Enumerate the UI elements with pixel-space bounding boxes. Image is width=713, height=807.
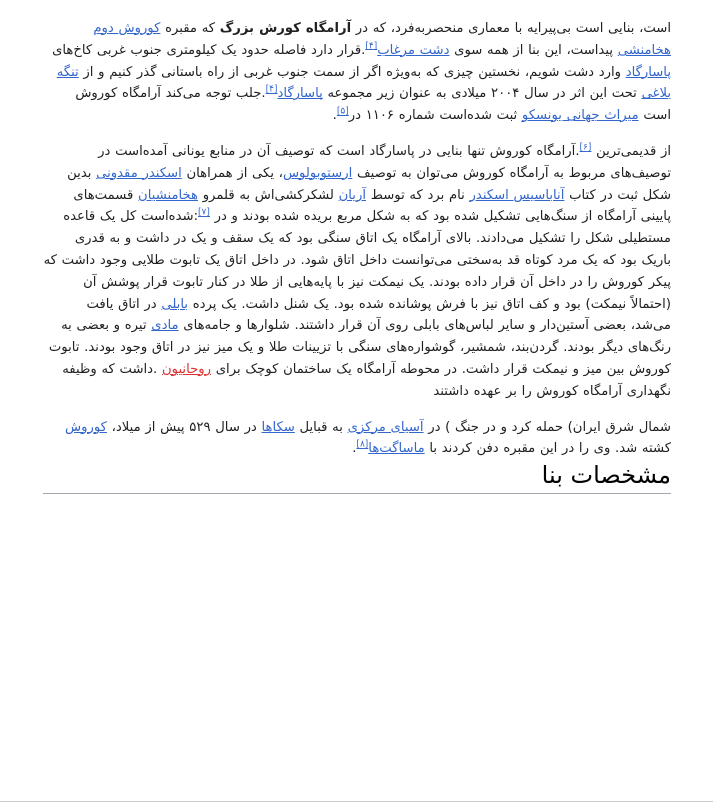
wiki-link[interactable]: پاسارگاد: [277, 86, 323, 102]
paragraph-text: در سال ۵۲۹ پیش از میلاد،: [106, 419, 262, 435]
paragraph-text: .قرار دارد فاصله حدود یک کیلومتری جنوب غربی کاخ‌های: [52, 42, 366, 58]
reference-link[interactable]: [۴]: [265, 85, 278, 95]
bottom-divider: [0, 801, 713, 802]
paragraph-text: .: [332, 108, 337, 124]
paragraph-text: ، یکی از همراهان: [181, 165, 283, 181]
reference-link[interactable]: [۶]: [579, 142, 592, 153]
wiki-link[interactable]: میراث جهانی یونسکو: [521, 108, 639, 124]
paragraph-text: .داشت که وظیفه نگهداری آرامگاه کوروش را بر عهده داشتند: [62, 361, 671, 399]
red-wiki-link[interactable]: روحانیون: [161, 361, 212, 377]
paragraph-text: کشته شد. وی را در این مقبره دفن کردند با: [424, 441, 671, 457]
paragraph-2: [43, 141, 671, 403]
reference-link[interactable]: [۵]: [336, 106, 349, 117]
paragraph-text: ثبت شده‌است شماره ۱۱۰۶ در: [348, 108, 522, 124]
reference-link[interactable]: [۷]: [198, 207, 210, 218]
paragraph-text: .آرامگاه کوروش تنها بنایی در پاسارگاد است که توصیف آن در منابع یونانی آمده‌است در توصیف‌های مربوط به آرامگاه کوروش می‌توان به توصیف: [98, 143, 671, 181]
paragraph-text: از قدیمی‌ترین: [591, 143, 671, 159]
wiki-link[interactable]: اسکندر مقدونی: [96, 165, 182, 181]
paragraph-text: به قبایل: [294, 419, 348, 435]
paragraph-text: وارد دشت شویم، نخستین چیزی که به‌ویژه اگر از سمت جنوب غربی از راه باستانی گذر کنیم و از: [78, 64, 626, 80]
paragraph-text: قسمت‌های پایینی آرامگاه از سنگ‌هایی تشکیل شده بود که به شکل مربع بریده شده بودند و در: [73, 187, 671, 225]
reference-sup: [266, 85, 278, 95]
wiki-link[interactable]: دشت مرغاب: [377, 42, 450, 58]
paragraph-text: :شده‌است کل یک قاعده مستطیلی شکل را تشکیل می‌دادند. بالای آرامگاه یک اتاق سنگی بود که یک سقف و یک در داشت و به قدری باریک بود که یک مرد کوتاه قد به‌سختی می‌توانست داخل اتاق شود. در داخل اتاق یک تابوت طلایی وجود داشت که پیکر کوروش را در داخل آن قرار داده بودند. یک نیمکت نیز با پایه‌هایی از طلا در کنار تابوت قرار پوشش آن (احتمالاً نیمکت) بود و کف اتاق نیز با فرش پوشانده شده بود. یک شنل داشت. یک پرده: [43, 209, 671, 312]
section-heading-wrap: [43, 457, 671, 494]
paragraph-text: بدین شکل ثبت در کتاب: [67, 165, 671, 203]
wiki-link[interactable]: بابلی: [161, 296, 189, 312]
wiki-link[interactable]: هخامنشیان: [138, 187, 198, 203]
paragraph-text: که مقبره: [160, 21, 220, 36]
paragraph-text: نام برد که توسط: [366, 187, 470, 203]
wiki-link[interactable]: آریان: [338, 187, 366, 203]
paragraph-3: [43, 417, 671, 461]
paragraph-text: لشکرکشی‌اش به قلمرو: [198, 187, 339, 203]
section-heading: مشخصات بنا: [43, 457, 671, 494]
paragraph-text: شمال شرق ایران) حمله کرد و در جنگ ) در: [423, 419, 671, 435]
paragraph-text: پیداست، این بنا از همه سوی: [449, 42, 618, 58]
wiki-link[interactable]: مادی: [151, 318, 179, 334]
wiki-link[interactable]: کوروش: [65, 419, 107, 435]
paragraph-text: تحت این اثر در سال ۲۰۰۴ میلادی به عنوان زیر مجموعه: [322, 86, 642, 102]
paragraph-text: تیره و بعضی به رنگ‌های دیگر بودند. گردن‌بند، شمشیر، گوشواره‌های سنگی با تزیینات طلا و یک میز نیز در اتاق وجود بودند. تابوت کوروش بین میز و نیمکت قرار داشت. در محوطه آرامگاه یک ساختمان کوچک برای: [48, 318, 671, 377]
paragraph-text: .: [352, 441, 357, 457]
reference-sup: [337, 107, 349, 117]
reference-link[interactable]: [۸]: [356, 439, 369, 450]
article-body: [43, 18, 671, 798]
wiki-link[interactable]: پاسارگاد: [625, 64, 671, 80]
paragraph-text: است، بنایی است بی‌پیرایه با معماری منحصربه‌فرد، که در: [351, 21, 671, 36]
wiki-link[interactable]: آناباسیس اسکندر: [469, 187, 565, 203]
wiki-link[interactable]: سکاها: [261, 419, 295, 435]
wiki-link[interactable]: ماساگت‌ها: [368, 441, 425, 457]
reference-link[interactable]: [۴]: [365, 41, 378, 52]
bold-term: آرامگاه کورش بزرگ: [219, 21, 352, 36]
wiki-link[interactable]: تنگه بلاغی: [56, 64, 671, 102]
wiki-link[interactable]: ارستوبولوس: [282, 165, 353, 181]
paragraph-text: در اتاق یافت می‌شد، بعضی آستین‌دار و سایر لباس‌های بابلی روی آن قرار داشتند. شلوارها و جامه‌های: [86, 296, 671, 334]
wiki-link[interactable]: آسیای مرکزی: [347, 419, 424, 435]
reference-sup: [365, 41, 377, 51]
reference-sup: [198, 208, 210, 218]
wiki-link[interactable]: کوروش دوم هخامنشی: [93, 21, 671, 58]
reference-sup: [356, 440, 368, 450]
paragraph-text: .جلب توجه می‌کند آرامگاه کوروش است: [75, 86, 671, 124]
article-paragraphs: [43, 18, 671, 460]
reference-sup: [580, 143, 592, 153]
paragraph-1: [43, 18, 671, 127]
